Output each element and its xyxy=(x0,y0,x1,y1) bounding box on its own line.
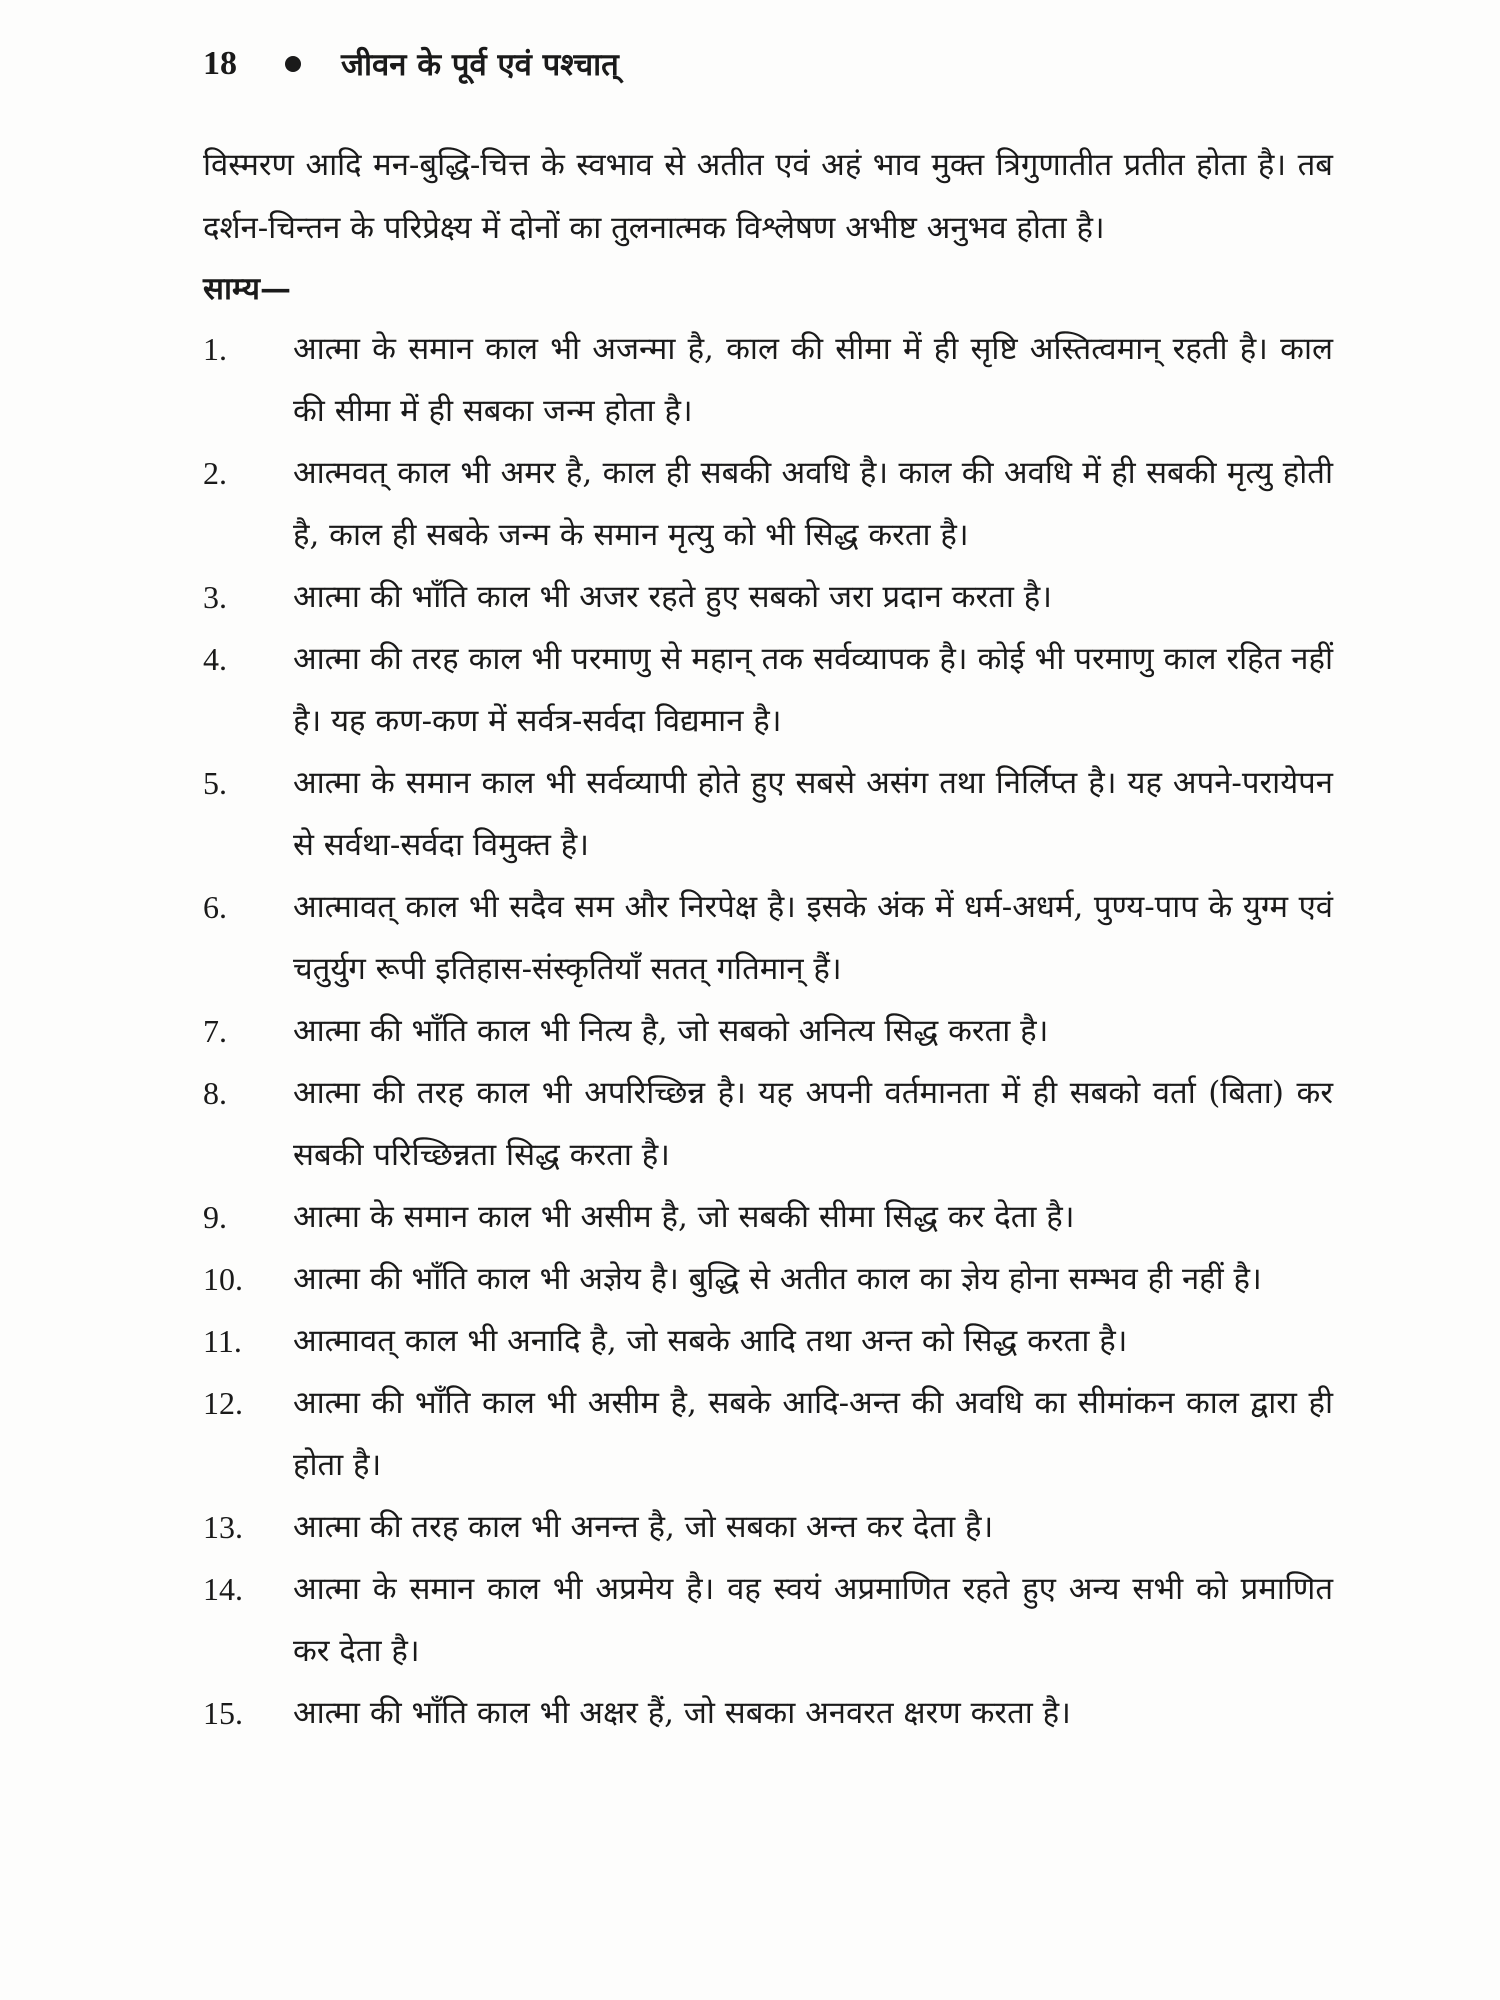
list-item-text: आत्मा के समान काल भी अजन्मा है, काल की सीमा में ही सृष्टि अस्तित्वमान् रहती है। काल की सीमा में ही सबका जन्म होता है। xyxy=(293,331,1333,429)
list-item-text: आत्मवत् काल भी अमर है, काल ही सबकी अवधि है। काल की अवधि में ही सबकी मृत्यु होती है, काल ही सबके जन्म के समान मृत्यु को भी सिद्ध करता है। xyxy=(293,455,1333,553)
list-item xyxy=(203,876,1333,1000)
list-item-number: 4. xyxy=(203,641,227,677)
list-item-number: 3. xyxy=(203,579,227,615)
list-item-number: 6. xyxy=(203,889,227,925)
list-item-number: 5. xyxy=(203,765,227,801)
running-title: जीवन के पूर्व एवं पश्चात् xyxy=(341,47,619,83)
list-item-text: आत्मा की तरह काल भी अपरिच्छिन्न है। यह अपनी वर्तमानता में ही सबको वर्ता (बिता) कर सबकी परिच्छिन्नता सिद्ध करता है। xyxy=(293,1075,1333,1173)
list-item xyxy=(203,1372,1333,1496)
list-item-text: आत्मा के समान काल भी सर्वव्यापी होते हुए सबसे असंग तथा निर्लिप्त है। यह अपने-परायेपन से सर्वथा-सर्वदा विमुक्त है। xyxy=(293,765,1333,863)
numbered-list xyxy=(203,318,1333,1744)
list-item xyxy=(203,1682,1333,1744)
list-item-number: 8. xyxy=(203,1075,227,1111)
list-item xyxy=(203,628,1333,752)
list-item xyxy=(203,1062,1333,1186)
list-item-text: आत्मा की भाँति काल भी असीम है, सबके आदि-अन्त की अवधि का सीमांकन काल द्वारा ही होता है। xyxy=(293,1385,1333,1483)
list-item-number: 10. xyxy=(203,1261,243,1297)
list-item-number: 14. xyxy=(203,1571,243,1607)
list-item-text: आत्मा की तरह काल भी अनन्त है, जो सबका अन्त कर देता है। xyxy=(293,1509,994,1545)
list-item xyxy=(203,1310,1333,1372)
list-item xyxy=(203,442,1333,566)
list-item-number: 2. xyxy=(203,455,227,491)
list-item xyxy=(203,1496,1333,1558)
list-item xyxy=(203,566,1333,628)
list-item-number: 11. xyxy=(203,1323,242,1359)
list-item-text: आत्मा की भाँति काल भी नित्य है, जो सबको अनित्य सिद्ध करता है। xyxy=(293,1013,1049,1049)
section-heading: साम्य— xyxy=(203,271,292,307)
list-item xyxy=(203,318,1333,442)
list-item-text: आत्मा की भाँति काल भी अक्षर हैं, जो सबका अनवरत क्षरण करता है। xyxy=(293,1695,1071,1731)
list-item-text: आत्मा की तरह काल भी परमाणु से महान् तक सर्वव्यापक है। कोई भी परमाणु काल रहित नहीं है। यह कण-कण में सर्वत्र-सर्वदा विद्यमान है। xyxy=(293,641,1333,739)
intro-paragraph: विस्मरण आदि मन-बुद्धि-चित्त के स्वभाव से अतीत एवं अहं भाव मुक्त त्रिगुणातीत प्रतीत होता है। तब दर्शन-चिन्तन के परिप्रेक्ष्य में दोनों का तुलनात्मक विश्लेषण अभीष्ट अनुभव होता है। xyxy=(203,147,1333,246)
list-item-number: 13. xyxy=(203,1509,243,1545)
list-item-number: 7. xyxy=(203,1013,227,1049)
list-item-number: 1. xyxy=(203,331,227,367)
list-item-text: आत्मा की भाँति काल भी अजर रहते हुए सबको जरा प्रदान करता है। xyxy=(293,579,1052,615)
list-item-text: आत्मा की भाँति काल भी अज्ञेय है। बुद्धि से अतीत काल का ज्ञेय होना सम्भव ही नहीं है। xyxy=(293,1261,1262,1297)
page-header xyxy=(203,34,619,94)
list-item-text: आत्मा के समान काल भी असीम है, जो सबकी सीमा सिद्ध कर देता है। xyxy=(293,1199,1075,1235)
list-item xyxy=(203,1000,1333,1062)
list-item-number: 12. xyxy=(203,1385,243,1421)
page-body xyxy=(203,134,1333,1744)
list-item xyxy=(203,1248,1333,1310)
list-item xyxy=(203,1558,1333,1682)
list-item-text: आत्मावत् काल भी अनादि है, जो सबके आदि तथा अन्त को सिद्ध करता है। xyxy=(293,1323,1128,1359)
list-item-number: 9. xyxy=(203,1199,227,1235)
bullet-separator-icon xyxy=(285,56,301,72)
list-item-text: आत्मा के समान काल भी अप्रमेय है। वह स्वयं अप्रमाणित रहते हुए अन्य सभी को प्रमाणित कर देता है। xyxy=(293,1571,1333,1669)
list-item xyxy=(203,752,1333,876)
list-item xyxy=(203,1186,1333,1248)
list-item-text: आत्मावत् काल भी सदैव सम और निरपेक्ष है। इसके अंक में धर्म-अधर्म, पुण्य-पाप के युग्म एवं चतुर्युग रूपी इतिहास-संस्कृतियाँ सतत् गतिमान् हैं। xyxy=(293,889,1333,987)
page-number: 18 xyxy=(203,45,237,82)
list-item-number: 15. xyxy=(203,1695,243,1731)
